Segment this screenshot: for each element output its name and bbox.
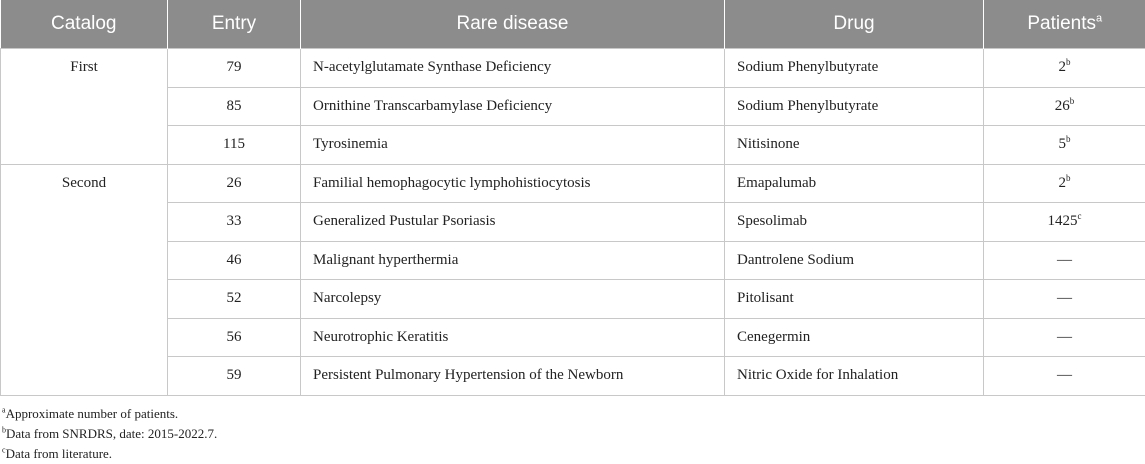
footnote-text: Data from literature. — [6, 446, 112, 461]
entry-cell: 52 — [168, 280, 301, 319]
rare-disease-cell: Malignant hyperthermia — [301, 241, 725, 280]
drug-cell: Emapalumab — [725, 164, 984, 203]
rare-disease-cell: Narcolepsy — [301, 280, 725, 319]
patients-value: — — [1057, 290, 1072, 306]
table-row — [1, 203, 1145, 242]
rare-disease-cell: N-acetylglutamate Synthase Deficiency — [301, 49, 725, 88]
entry-cell: 46 — [168, 241, 301, 280]
entry-cell: 56 — [168, 318, 301, 357]
entry-cell: 59 — [168, 357, 301, 396]
drug-cell: Sodium Phenylbutyrate — [725, 49, 984, 88]
patients-footnote-mark: b — [1066, 173, 1071, 183]
drug-cell: Sodium Phenylbutyrate — [725, 87, 984, 126]
drug-cell: Nitric Oxide for Inhalation — [725, 357, 984, 396]
patients-value: 1425 — [1048, 213, 1078, 229]
footnote-text: Data from SNRDRS, date: 2015-2022.7. — [6, 426, 217, 441]
patients-cell — [984, 203, 1145, 242]
catalog-cell: Second — [1, 164, 168, 395]
header-drug: Drug — [725, 0, 984, 49]
drug-cell: Nitisinone — [725, 126, 984, 165]
patients-value: 2 — [1059, 59, 1067, 75]
footnote-mark: c — [2, 445, 6, 454]
header-entry: Entry — [168, 0, 301, 49]
rare-disease-cell: Familial hemophagocytic lymphohistiocytosis — [301, 164, 725, 203]
header-patients-footnote-mark: a — [1096, 13, 1102, 25]
entry-cell: 79 — [168, 49, 301, 88]
entry-cell: 26 — [168, 164, 301, 203]
drug-cell: Spesolimab — [725, 203, 984, 242]
footnote-text: Approximate number of patients. — [6, 406, 179, 421]
patients-footnote-mark: b — [1066, 134, 1071, 144]
patients-footnote-mark: b — [1066, 57, 1071, 67]
entry-cell: 85 — [168, 87, 301, 126]
header-catalog: Catalog — [1, 0, 168, 49]
header-patients-label: Patients — [1027, 13, 1096, 34]
drug-cell: Pitolisant — [725, 280, 984, 319]
table-body — [1, 49, 1145, 396]
patients-value: 2 — [1059, 175, 1067, 191]
table-row — [1, 126, 1145, 165]
catalog-cell: First — [1, 49, 168, 165]
patients-cell — [984, 318, 1145, 357]
table-row — [1, 357, 1145, 396]
table-row — [1, 280, 1145, 319]
rare-disease-cell: Persistent Pulmonary Hypertension of the Newborn — [301, 357, 725, 396]
patients-value: — — [1057, 367, 1072, 383]
table-row — [1, 241, 1145, 280]
footnote — [2, 404, 1145, 424]
patients-cell — [984, 126, 1145, 165]
patients-value: 26 — [1055, 98, 1070, 114]
table-row — [1, 318, 1145, 357]
table-row — [1, 87, 1145, 126]
table-row — [1, 164, 1145, 203]
patients-value: — — [1057, 252, 1072, 268]
patients-cell — [984, 280, 1145, 319]
header-row — [1, 0, 1145, 49]
rare-disease-cell: Neurotrophic Keratitis — [301, 318, 725, 357]
entry-cell: 33 — [168, 203, 301, 242]
patients-cell — [984, 357, 1145, 396]
patients-cell — [984, 164, 1145, 203]
drug-cell: Cenegermin — [725, 318, 984, 357]
footnote-mark: a — [2, 405, 6, 414]
rare-disease-cell: Generalized Pustular Psoriasis — [301, 203, 725, 242]
patients-footnote-mark: c — [1078, 211, 1082, 221]
patients-value: 5 — [1059, 136, 1067, 152]
patients-cell — [984, 49, 1145, 88]
drug-cell: Dantrolene Sodium — [725, 241, 984, 280]
footnote-mark: b — [2, 425, 6, 434]
entry-cell: 115 — [168, 126, 301, 165]
rare-disease-cell: Tyrosinemia — [301, 126, 725, 165]
patients-footnote-mark: b — [1070, 96, 1075, 106]
footnote — [2, 444, 1145, 464]
footnotes — [0, 404, 1145, 464]
rare-disease-cell: Ornithine Transcarbamylase Deficiency — [301, 87, 725, 126]
patients-cell — [984, 87, 1145, 126]
header-rare-disease: Rare disease — [301, 0, 725, 49]
table-row — [1, 49, 1145, 88]
header-patients — [984, 0, 1145, 49]
patients-cell — [984, 241, 1145, 280]
patients-value: — — [1057, 329, 1072, 345]
footnote — [2, 424, 1145, 444]
